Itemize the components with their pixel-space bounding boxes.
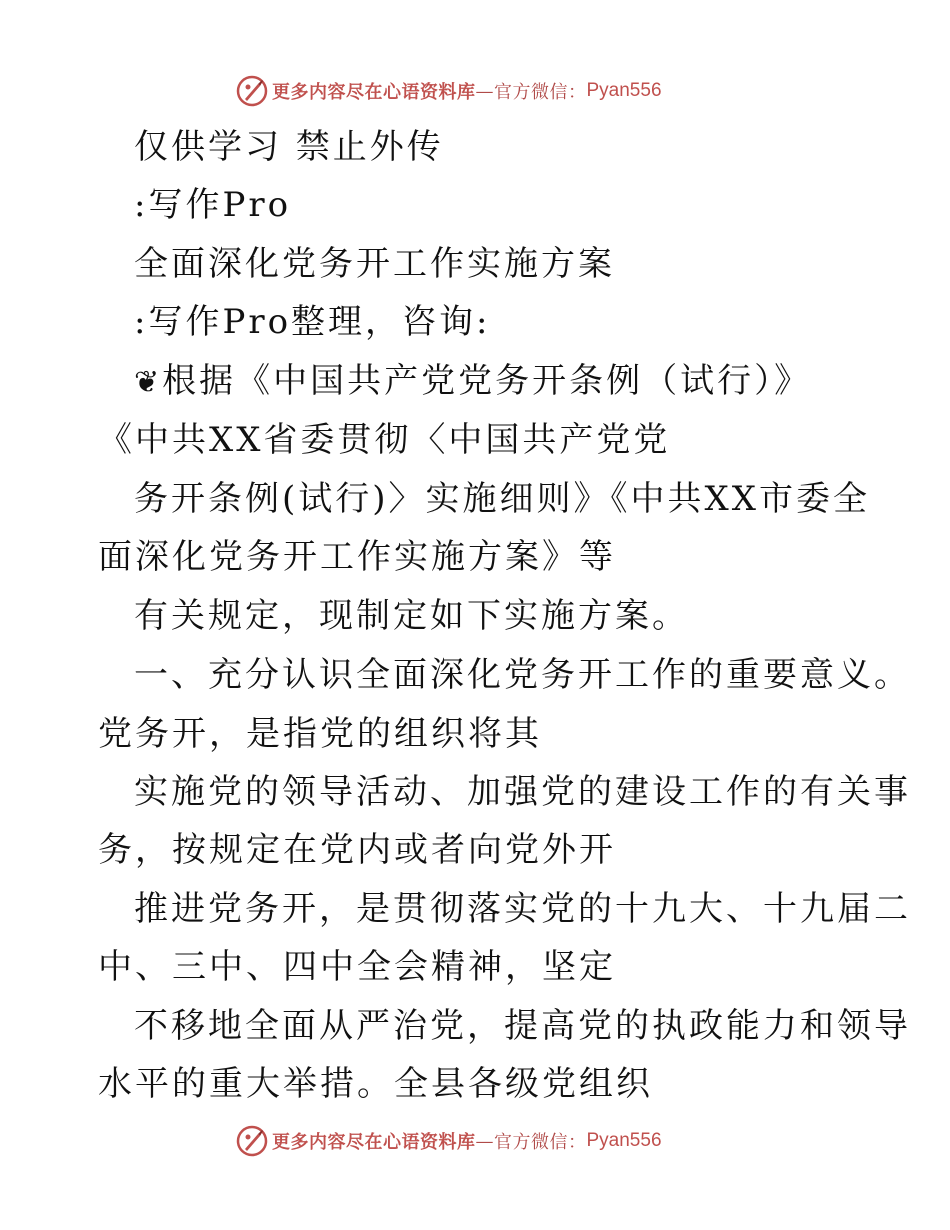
- watermark-wechat-id: Pyan556: [586, 80, 662, 101]
- doc-line: 实施党的领导活动、加强党的建设工作的有关事: [134, 772, 911, 812]
- watermark-sub-text: 官方微信：: [494, 82, 587, 103]
- doc-line-text: 根据《中国共产党党务开条例（试行）》: [162, 361, 812, 401]
- doc-line: 推进党务开，是贯彻落实党的十九大、十九届二: [134, 889, 911, 929]
- doc-line: :写作Pro: [134, 185, 292, 225]
- doc-line: :写作Pro整理，咨询:: [134, 302, 491, 342]
- doc-line: 中、三中、四中全会精神，坚定: [98, 947, 616, 987]
- doc-line: 水平的重大举措。全县各级党组织: [98, 1064, 653, 1104]
- doc-line: 一、充分认识全面深化党务开工作的重要意义。: [134, 655, 911, 695]
- doc-line: 仅供学习 禁止外传: [134, 127, 444, 167]
- watermark-separator: —: [475, 80, 494, 102]
- doc-line-with-marker: [134, 361, 811, 403]
- doc-line: 面深化党务开工作实施方案》等: [98, 537, 616, 577]
- doc-line: 不移地全面从严治党，提高党的执政能力和领导: [134, 1006, 911, 1046]
- watermark-sub-text: 官方微信：: [494, 1132, 587, 1153]
- watermark-wechat-id: Pyan556: [586, 1130, 662, 1151]
- doc-line: 有关规定，现制定如下实施方案。: [134, 596, 689, 636]
- doc-line: 务，按规定在党内或者向党外开: [98, 830, 616, 870]
- watermark-main-text: 更多内容尽在心语资料库: [272, 1132, 476, 1153]
- footer-watermark: [236, 1124, 662, 1158]
- doc-line: 全面深化党务开工作实施方案: [134, 244, 615, 284]
- watermark-main-text: 更多内容尽在心语资料库: [272, 82, 476, 103]
- flourish-icon: ❦: [134, 365, 163, 400]
- watermark-separator: —: [475, 1130, 494, 1152]
- quill-pen-icon: [236, 1125, 268, 1157]
- doc-line: 党务开，是指党的组织将其: [98, 714, 542, 754]
- doc-line: 《中共XX省委贯彻〈中国共产党党: [98, 420, 671, 460]
- doc-line: 务开条例(试行)〉实施细则》《中共XX市委全: [134, 479, 870, 519]
